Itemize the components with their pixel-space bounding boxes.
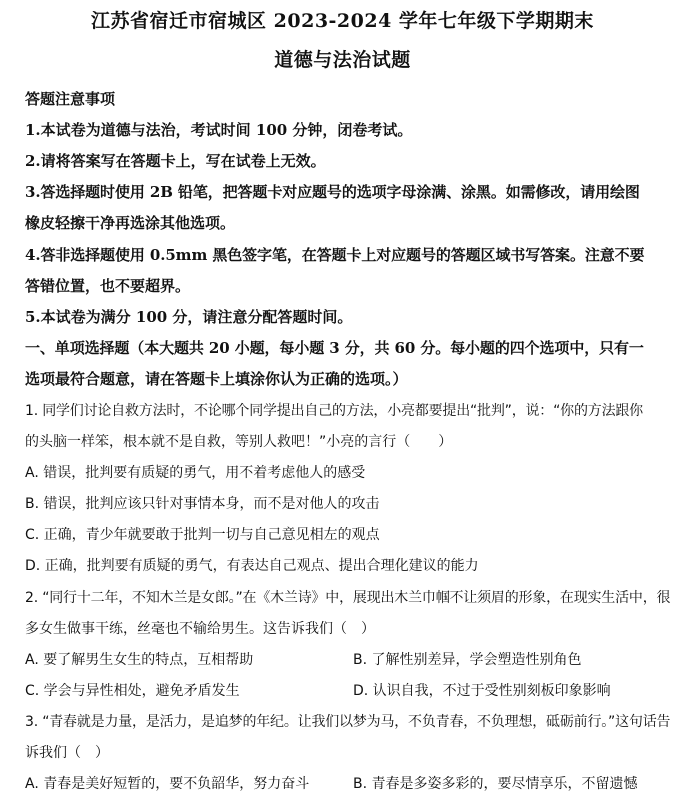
question-1-stem-line-1: 1. 同学们讨论自救方法时，不论哪个同学提出自己的方法，小亮都要提出“批判”，说：“你的方法跟你 xyxy=(25,403,643,419)
question-2-stem-line-1: 2. “同行十二年，不知木兰是女郎。”在《木兰诗》中，展现出木兰巾帼不让须眉的形象，在现实生活中，很 xyxy=(25,590,671,606)
question-1-option-c: C. 正确，青少年就要敢于批判一切与自己意见相左的观点 xyxy=(25,527,380,543)
notice-item-2: 2.请将答案写在答题卡上，写在试卷上无效。 xyxy=(25,152,326,170)
question-1-option-b: B. 错误，批判应该只针对事情本身，而不是对他人的攻击 xyxy=(25,496,380,512)
question-1-option-d: D. 正确，批判要有质疑的勇气，有表达自己观点、提出合理化建议的能力 xyxy=(25,558,479,574)
exam-subtitle: 道德与法治试题 xyxy=(274,49,411,71)
question-3-option-a: A. 青春是美好短暂的，要不负韶华，努力奋斗 xyxy=(25,776,310,792)
notice-item-3-line-1: 3.答选择题时使用 2B 铅笔，把答题卡对应题号的选项字母涂满、涂黑。如需修改，请用绘图 xyxy=(25,183,640,201)
section-heading-line-2: 选项最符合题意，请在答题卡上填涂你认为正确的选项。） xyxy=(25,370,408,388)
question-1-stem-line-2: 的头脑一样笨，根本就不是自救，等别人救吧！”小亮的言行（ ） xyxy=(25,434,453,450)
notice-item-4-line-1: 4.答非选择题使用 0.5mm 黑色签字笔，在答题卡上对应题号的答题区域书写答案。注意不要 xyxy=(25,246,645,264)
question-1-option-a: A. 错误，批判要有质疑的勇气，用不着考虑他人的感受 xyxy=(25,465,366,481)
notice-item-3-line-2: 橡皮轻擦干净再选涂其他选项。 xyxy=(25,214,236,232)
section-heading-line-1: 一、单项选择题（本大题共 20 小题，每小题 3 分，共 60 分。每小题的四个选项中，只有一 xyxy=(25,339,644,357)
question-2-option-d: D. 认识自我，不过于受性别刻板印象影响 xyxy=(353,683,611,699)
notice-item-4-line-2: 答错位置，也不要超界。 xyxy=(25,277,191,295)
notice-item-5: 5.本试卷为满分 100 分，请注意分配答题时间。 xyxy=(25,308,353,326)
question-3-stem-line-2: 诉我们（ ） xyxy=(25,745,109,761)
notice-item-1: 1.本试卷为道德与法治，考试时间 100 分钟，闭卷考试。 xyxy=(25,121,413,139)
question-2-option-b: B. 了解性别差异，学会塑造性别角色 xyxy=(353,652,582,668)
question-2-option-c: C. 学会与异性相处，避免矛盾发生 xyxy=(25,683,240,699)
exam-title: 江苏省宿迁市宿城区 2023-2024 学年七年级下学期期末 xyxy=(91,10,594,32)
question-3-stem-line-1: 3. “青春就是力量，是活力，是追梦的年纪。让我们以梦为马，不负青春，不负理想，砥砺前行。”这句话告 xyxy=(25,714,671,730)
question-2-option-a: A. 要了解男生女生的特点，互相帮助 xyxy=(25,652,254,668)
question-2-stem-line-2: 多女生做事干练，丝毫也不输给男生。这告诉我们（ ） xyxy=(25,621,375,637)
notice-heading: 答题注意事项 xyxy=(25,90,116,108)
question-3-option-b: B. 青春是多姿多彩的，要尽情享乐，不留遗憾 xyxy=(353,776,638,792)
